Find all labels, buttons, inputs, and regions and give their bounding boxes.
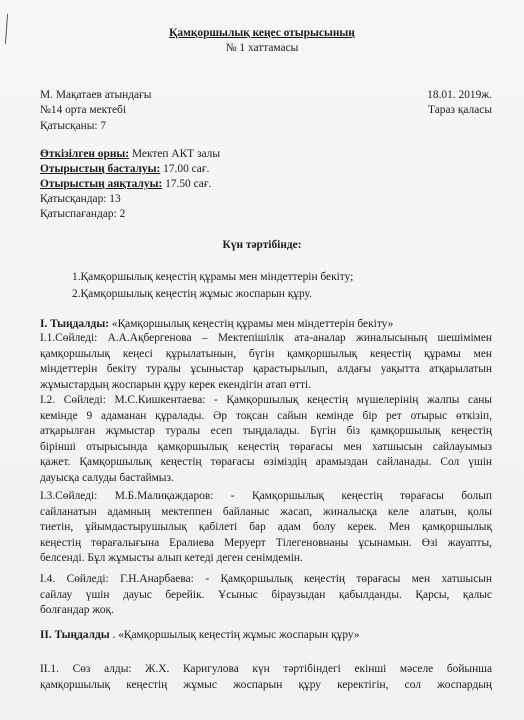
agenda-item-1: 1.Қамқоршылық кеңестің құрамы мен міндеттерін бекіту; [72,271,354,283]
participants-count: Қатысқаны: 7 [40,120,107,132]
doc-city: Тараз қаласы [428,104,492,116]
venue-label: Өткізілген орны: [40,148,130,160]
venue-line [40,147,220,163]
section-1-title: «Қамқоршылық кеңестің құрамы мен міндеттерін бекіту» [111,318,394,330]
paragraph-1-3: І.3.Сөйледі: М.Б.Малиқаждаров: - Қамқоршылық кеңестің төрағасы болып сайланатын адамның мектеппен байланыс жасап, жиналысқа келе алатын, қолы тиетін, ұйымдастырушылық қабілеті бар адам болу керек. Мен қамқоршылық кеңестің төрағалығына Ералиева Меруерт Тілегеновнаны ұсынамын. Өзі жауапты, белсенді. Бұл жұмысты алып кетеді деген сенімдемін. [40,490,492,565]
venue-value: Мектеп АКТ залы [131,148,220,160]
end-label: Отырыстың аяқталуы: [40,178,163,190]
section-2-heading [40,628,360,644]
paragraph-2-1: ІІ.1. Сөз алды: Ж.Х. Каригулова күн тәртібіндегі екінші мәселе бойынша қамқоршылық кеңестің жұмыс жоспарын құру керектігін, сол жоспардың [40,663,492,691]
org-line-1: М. Мақатаев атындағы [40,89,152,101]
section-1-label: I. Тыңдалды: [40,318,110,330]
start-value: 17.00 сағ. [163,163,210,175]
paragraph-1-1: І.1.Сөйледі: А.А.Ақбергенова – Мектепішілік ата-аналар жиналысының шешімімен қамқоршылық кеңесі құрылатынын, бүгін қамқоршылық кеңестің құрамы мен міндеттерін бекіту туралы ұсыныстар қарастырылып, алдағы уақытта атқарылатын жұмыстардың жоспарын құру керек екендігін атап өтті. [40,332,492,391]
paragraph-1-4: І.4. Сөйледі: Г.Н.Анарбаева: - Қамқоршылық кеңестің төрағасы мен хатшысын сайлау үшін дауыс берейік. Ұсыныс біраузыдан қабылданды. Қарсы, қалыс болғандар жоқ. [40,573,492,617]
end-value: 17.50 сағ. [165,178,212,190]
end-line [40,177,211,193]
org-line-2: №14 орта мектебі [40,104,127,116]
doc-date: 18.01. 2019ж. [427,89,492,101]
agenda-heading: Күн тәртібінде: [222,239,302,251]
start-label: Отырыстың басталуы: [40,163,161,175]
section-2-label: ІІ. Тыңдалды [40,629,110,641]
paragraph-1-2: І.2. Сөйледі: М.С.Кишкентаева: - Қамқоршылық кеңестің мүшелерінің жалпы саны кемінде 9 адаманан құралады. Әр тоқсан сайын кемінде бір рет отырыс өткізіп, атқарылған жұмыстар туралы есеп тыңдалады. Бүгін біз қамқоршылық кеңестің бірінші отырысында қамқоршылық кеңестің төрағасы мен хатшысын сайлауымыз қажет. Қамқоршылық кеңестің төрағасы өзіміздің арамыздан сайланады. Сол үшін дауысқа салуды бастаймыз. [40,394,492,484]
doc-title: Қамқоршылық кеңес отырысының [169,27,355,39]
start-line [40,162,209,178]
present-count: Қатысқандар: 13 [40,193,121,205]
section-2-title: . «Қамқоршылық кеңестің жұмыс жоспарын құру» [112,629,360,641]
agenda-item-2: 2.Қамқоршылық кеңестің жұмыс жоспарын құру. [72,288,312,300]
absent-count: Қатыспағандар: 2 [40,208,126,220]
doc-subtitle: № 1 хаттамасы [225,42,299,54]
